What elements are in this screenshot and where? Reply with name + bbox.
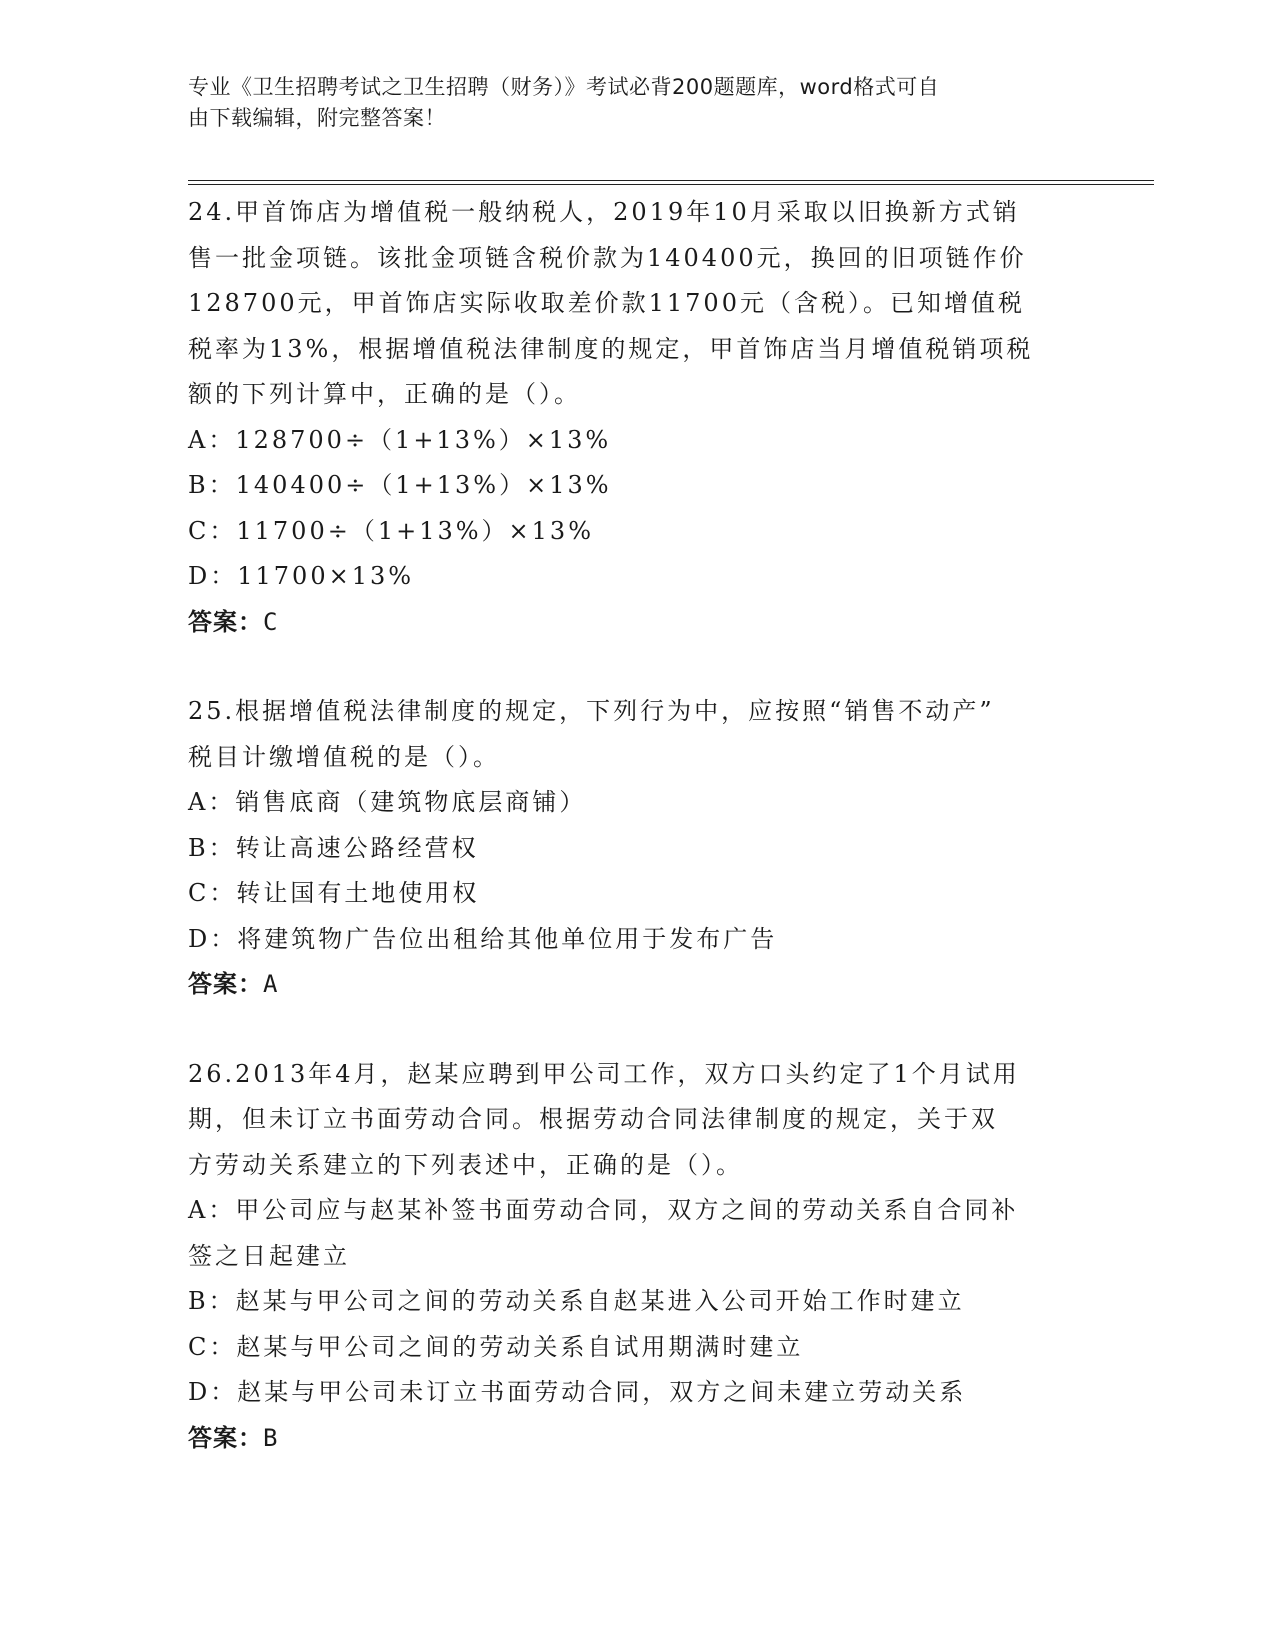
option-c: C：转让国有土地使用权 [188,879,480,907]
question-stem-line: 128700元，甲首饰店实际收取差价款11700元（含税）。已知增值税 [188,289,1025,317]
option-a: A：128700÷（1+13%）×13% [188,425,612,454]
option-b: B：赵某与甲公司之间的劳动关系自赵某进入公司开始工作时建立 [188,1287,965,1315]
option-d: D：11700×13% [188,562,415,590]
header-line-2: 由下载编辑，附完整答案！ [188,106,446,130]
header-divider-top [188,180,1154,181]
question-list [188,190,1088,1461]
question-stem-line: 税目计缴增值税的是（）。 [188,742,500,771]
question-25 [188,689,1088,1008]
option-c: C：赵某与甲公司之间的劳动关系自试用期满时建立 [188,1332,804,1361]
question-stem-line: 26.2013年4月，赵某应聘到甲公司工作，双方口头约定了1个月试用 [188,1059,1020,1088]
answer-label: 答案： [188,1423,263,1452]
question-stem-line: 售一批金项链。该批金项链含税价款为140400元，换回的旧项链作价 [188,243,1027,272]
question-stem-line: 25.根据增值税法律制度的规定，下列行为中，应按照“销售不动产” [188,697,995,725]
option-a: A：甲公司应与赵某补签书面劳动合同，双方之间的劳动关系自合同补 [188,1196,1019,1224]
option-d: D：赵某与甲公司未订立书面劳动合同，双方之间未建立劳动关系 [188,1378,967,1406]
option-c: C：11700÷（1+13%）×13% [188,516,594,545]
option-b: B：转让高速公路经营权 [188,833,479,862]
question-stem-line: 24.甲首饰店为增值税一般纳税人，2019年10月采取以旧换新方式销 [188,198,1020,226]
option-a-continued: 签之日起建立 [188,1241,350,1270]
question-stem-line: 方劳动关系建立的下列表述中，正确的是（）。 [188,1150,743,1179]
question-stem-line: 税率为13%，根据增值税法律制度的规定，甲首饰店当月增值税销项税 [188,334,1034,363]
answer-line [188,600,1088,646]
document-header [188,72,1088,134]
option-b: B：140400÷（1+13%）×13% [188,471,612,499]
answer-value: A [263,970,279,998]
answer-value: B [263,1423,279,1452]
option-a: A：销售底商（建筑物底层商铺） [188,788,587,816]
option-d: D：将建筑物广告位出租给其他单位用于发布广告 [188,924,778,953]
question-stem-line: 期，但未订立书面劳动合同。根据劳动合同法律制度的规定，关于双 [188,1105,998,1133]
answer-label: 答案： [188,607,263,636]
answer-label: 答案： [188,970,263,998]
question-stem-line: 额的下列计算中，正确的是（）。 [188,380,581,408]
answer-value: C [263,607,279,636]
question-26 [188,1052,1088,1462]
header-line-1: 专业《卫生招聘考试之卫生招聘（财务）》考试必背200题题库，word格式可自 [188,75,940,99]
question-24 [188,190,1088,645]
answer-line [188,1416,1088,1462]
header-divider-bottom [188,184,1154,185]
answer-line [188,962,1088,1008]
